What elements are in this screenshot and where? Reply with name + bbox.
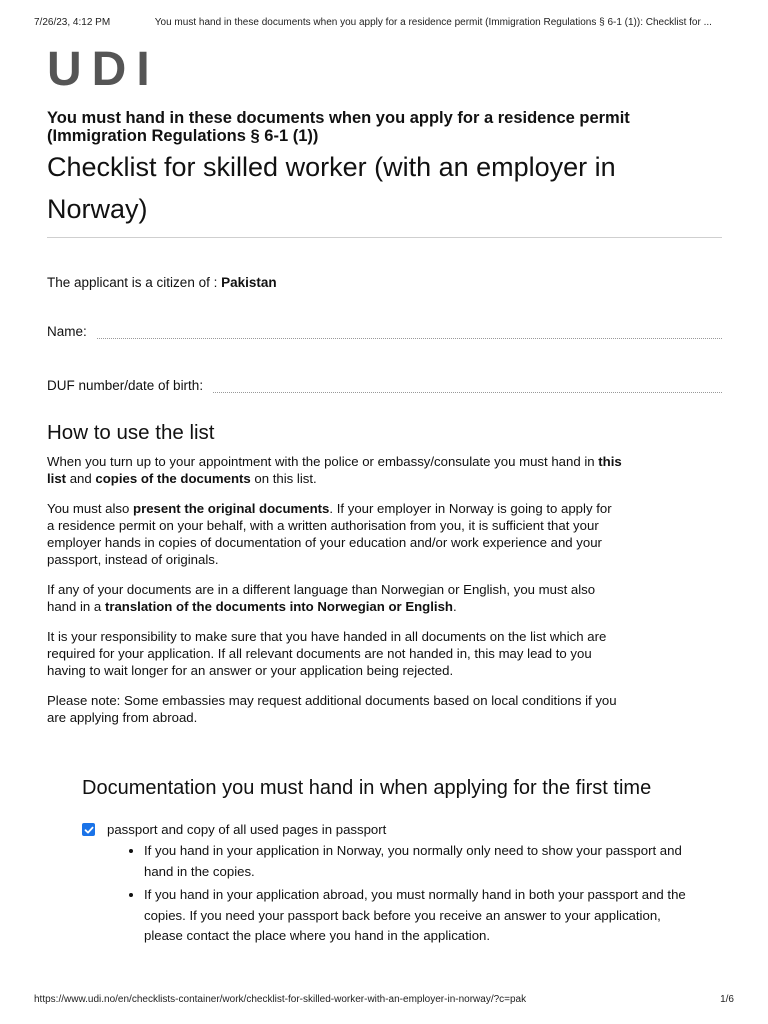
how-to-body xyxy=(47,453,622,739)
text-run: on this list. xyxy=(250,471,317,486)
checklist-item-passport xyxy=(80,822,700,950)
how-to-heading: How to use the list xyxy=(47,421,215,444)
citizen-label: The applicant is a citizen of : xyxy=(47,275,218,290)
name-label: Name: xyxy=(47,324,87,339)
name-field xyxy=(47,324,722,339)
documentation-heading: Documentation you must hand in when applying for the first time xyxy=(82,777,652,799)
check-icon xyxy=(84,825,94,835)
how-to-paragraph: It is your responsibility to make sure that you have handed in all documents on the list which are required for your application. If all relevant documents are not handed in, this may lead to you having to wait longer for an answer or your application being rejected. xyxy=(47,629,607,678)
print-footer xyxy=(34,994,734,1005)
page-number: 1/6 xyxy=(720,994,734,1005)
page-url: https://www.udi.no/en/checklists-container/work/checklist-for-skilled-worker-with-an-employer-in-norway/?c=pak xyxy=(34,994,527,1005)
text-run: . If your employer in Norway is going to apply for a residence permit on your behalf, with a written authorisation from you, it is sufficient that your employer hands in copies of documentation of your education and/or work experience and your passport, instead of originals. xyxy=(47,501,612,567)
how-to-paragraph xyxy=(47,500,622,568)
print-header xyxy=(34,17,734,28)
print-datetime: 7/26/23, 4:12 PM xyxy=(34,17,111,28)
text-run: and xyxy=(66,471,96,486)
text-bold: translation of the documents into Norwegian or English xyxy=(104,599,453,614)
name-blank-line xyxy=(97,328,722,339)
text-bold: present the original documents xyxy=(133,501,330,516)
page-title: Checklist for skilled worker (with an employer in Norway) xyxy=(47,152,616,224)
how-to-paragraph: Please note: Some embassies may request additional documents based on local conditions if you are applying from abroad. xyxy=(47,693,617,725)
text-bold: this list xyxy=(47,454,622,486)
list-item: • If you hand in your application abroad, you must normally hand in both your passport and the copies. If you need your passport back before you receive an answer to your application, please contact the place where you hand in the application. xyxy=(144,885,700,947)
duf-field xyxy=(47,378,722,393)
duf-label: DUF number/date of birth: xyxy=(47,378,204,393)
citizen-field xyxy=(47,275,277,290)
passport-checkbox[interactable] xyxy=(82,823,95,836)
checklist-item-label: passport and copy of all used pages in passport xyxy=(107,822,387,837)
citizen-value: Pakistan xyxy=(221,275,277,290)
text-bold: copies of the documents xyxy=(95,471,251,486)
text-run: You must also xyxy=(47,501,134,516)
divider xyxy=(47,237,722,238)
how-to-paragraph xyxy=(47,581,622,615)
udi-logo: UDI xyxy=(47,43,160,96)
passport-notes xyxy=(80,841,700,947)
how-to-paragraph xyxy=(47,453,622,487)
text-run: If any of your documents are in a different language than Norwegian or English, you must also hand in a xyxy=(47,582,596,614)
duf-blank-line xyxy=(213,382,722,393)
text-run: . xyxy=(452,599,457,614)
list-item: • If you hand in your application in Norway, you normally only need to show your passport and hand in the copies. xyxy=(144,841,700,882)
text-run: When you turn up to your appointment with the police or embassy/consulate you must hand in xyxy=(47,454,599,469)
print-doc-title: You must hand in these documents when you apply for a residence permit (Immigration Regulations § 6-1 (1)): Checklist for ... xyxy=(154,17,712,28)
page-subheading: You must hand in these documents when you apply for a residence permit (Immigration Regulations § 6-1 (1)) xyxy=(47,109,630,145)
